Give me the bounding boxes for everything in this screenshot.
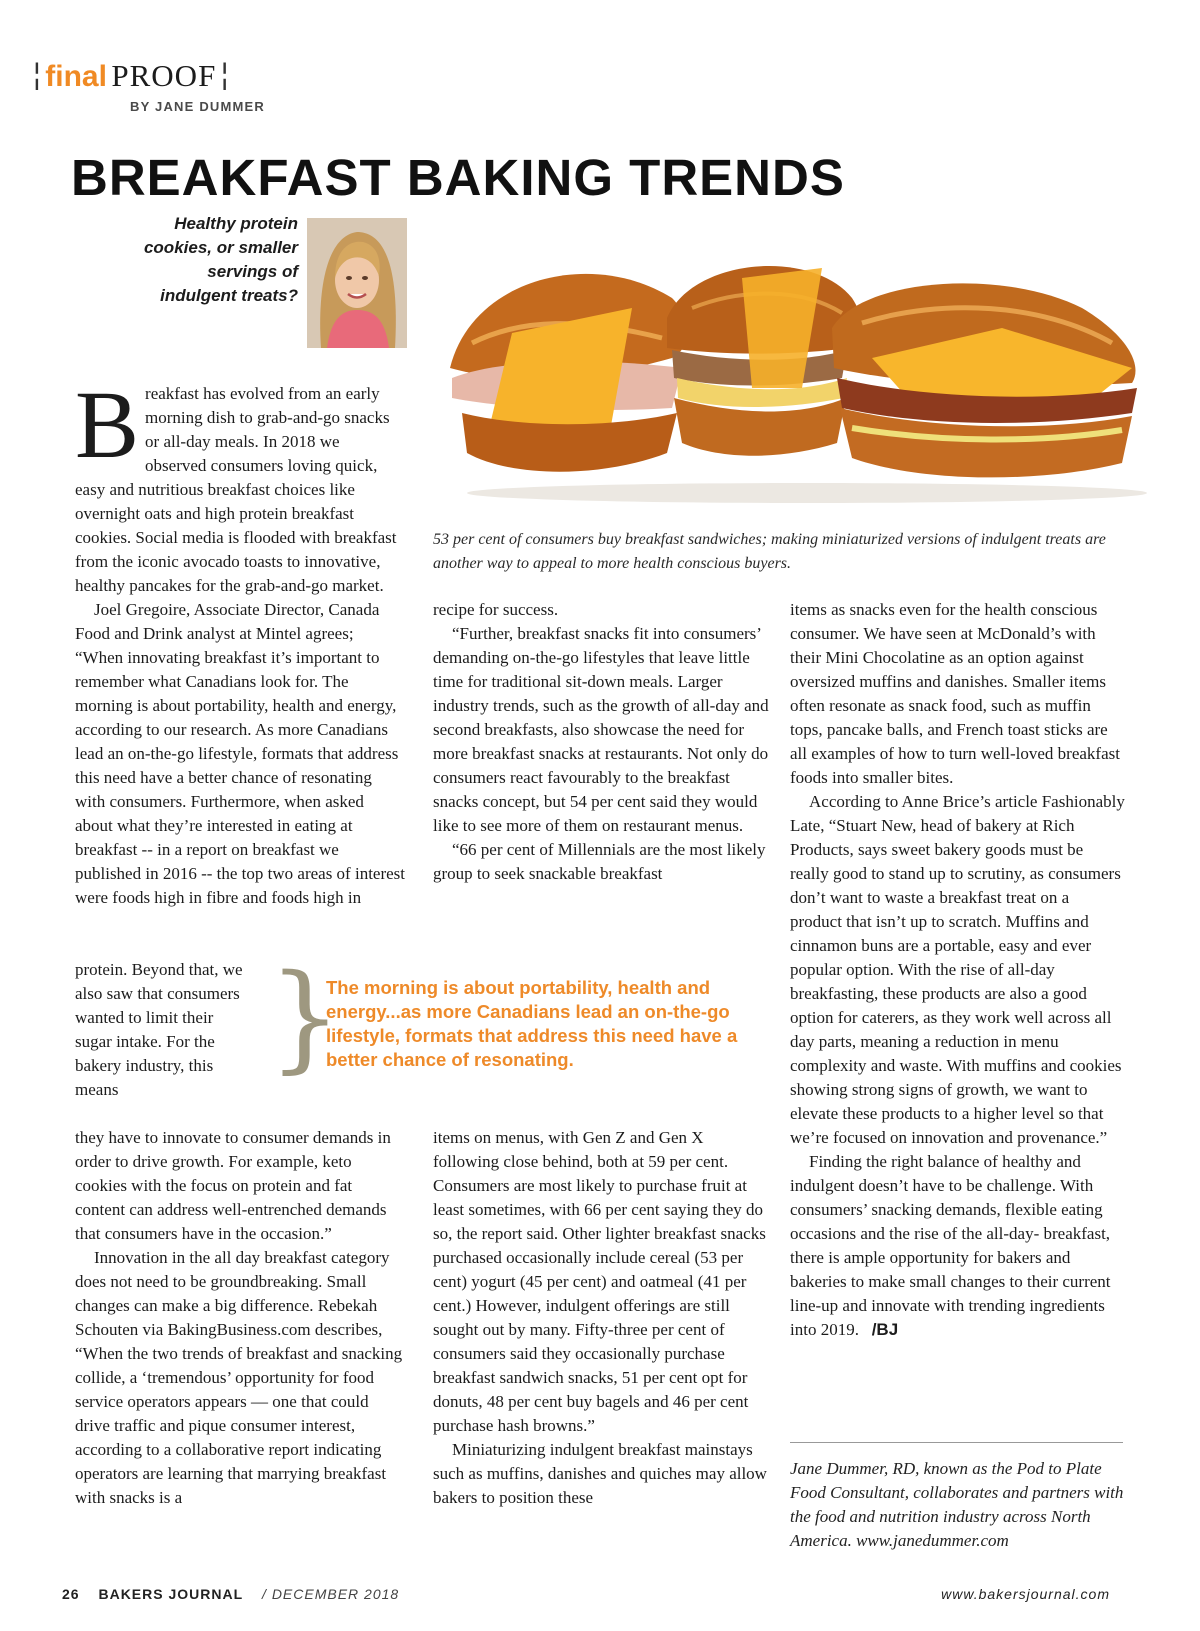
page-footer	[62, 1586, 399, 1602]
article-paragraph: Innovation in the all day breakfast category does not need to be groundbreaking. Small changes can make a big difference. Rebekah Schouten via BakingBusiness.com describes, “When the two trends of breakfast and snacking collide, a ‘tremendous’ opportunity for food service operators appears — one that could drive traffic and pique consumer interest, according to a collaborative report indicating operators are learning that marrying breakfast with snacks is a	[75, 1248, 403, 1507]
article-paragraph: items as snacks even for the health conscious consumer. We have seen at McDonald’s with their Mini Chocolatine as an option against oversized muffins and danishes. Smaller items often resonate as snack food, such as muffin tops, pancake balls, and French toast sticks are all examples of how to turn well-loved breakfast foods into smaller bites.	[790, 600, 1120, 787]
section-label-final: final	[45, 60, 107, 93]
header-divider: ¦	[33, 58, 41, 91]
article-column-1-continued	[75, 1126, 405, 1510]
article-paragraph: According to Anne Brice’s article Fashionably Late, “Stuart New, head of bakery at Rich Products, says sweet bakery goods must be really good to stand up to scrutiny, as consumers don’t want to waste a breakfast treat on a product that isn’t up to scratch. Muffins and cinnamon buns are a portable, easy and ever popular option. With the rise of all-day breakfasting, these products are also a good option for caterers, as they work well across all day parts, meaning a reduction in menu complexity and waste. With muffins and cookies showing strong signs of growth, we want to elevate these products to a higher level so that we’re focused on innovation and provenance.”	[790, 792, 1125, 1147]
author-photo-illustration	[307, 218, 407, 348]
article-column-2	[433, 598, 771, 886]
paragraph-text: Finding the right balance of healthy and indulgent doesn’t have to be challenge. With consumers’ snacking demands, flexible eating occasions and the rise of the all-day- breakfast, there is ample opportunity for bakers and bakeries to make small changes to their current line-up and innovate with trending ingredients into 2019.	[790, 1152, 1111, 1339]
drop-cap: B	[75, 371, 140, 478]
article-paragraph: “66 per cent of Millennials are the most likely group to seek snackable breakfast	[433, 840, 766, 883]
publication-name: BAKERS JOURNAL	[98, 1586, 244, 1602]
header-divider: ¦	[220, 58, 229, 91]
article-dek: Healthy protein cookies, or smaller servings of indulgent treats?	[143, 214, 298, 305]
article-paragraph: Miniaturizing indulgent breakfast mainstays such as muffins, danishes and quiches may allow bakers to position these	[433, 1440, 767, 1507]
website-link[interactable]: www.bakersjournal.com	[941, 1586, 1110, 1602]
article-paragraph: they have to innovate to consumer demands in order to drive growth. For example, keto cookies with the focus on protein and fat content can address well-entrenched demands that consumers have in the occasion.”	[75, 1128, 391, 1243]
article-paragraph	[75, 371, 405, 598]
author-photo	[307, 218, 407, 348]
photo-caption: 53 per cent of consumers buy breakfast sandwiches; making miniaturized versions of indulgent treats are another way to appeal to more health conscious buyers.	[433, 531, 1106, 572]
breakfast-sandwiches-photo	[442, 238, 1172, 506]
article-column-3	[790, 598, 1125, 1342]
author-bio: Jane Dummer, RD, known as the Pod to Plate Food Consultant, collaborates and partners with the food and nutrition industry across North America. www.janedummer.com	[790, 1459, 1124, 1550]
article-paragraph: protein. Beyond that, we also saw that consumers wanted to limit their sugar intake. For the bakery industry, this means	[75, 960, 243, 1099]
paragraph-text: reakfast has evolved from an early morning dish to grab-and-go snacks or all-day meals. In 2018 we observed consumers loving quick, easy and nutritious breakfast choices like overnight oats and high protein breakfast cookies. Social media is flooded with breakfast from the iconic avocado toasts to innovative, healthy pancakes for the grab-and-go market.	[75, 384, 397, 595]
article-title: BREAKFAST BAKING TRENDS	[71, 149, 845, 206]
section-header	[33, 58, 229, 94]
section-label-proof: PROOF	[111, 58, 217, 93]
article-paragraph: recipe for success.	[433, 600, 559, 619]
article-column-1	[75, 371, 406, 910]
page-number: 26	[62, 1586, 80, 1602]
article-column-2-continued	[433, 1126, 771, 1510]
breakfast-sandwiches-illustration	[442, 238, 1172, 506]
article-paragraph: Joel Gregoire, Associate Director, Canada Food and Drink analyst at Mintel agrees; “When innovating breakfast it’s important to remember what Canadians look for. The morning is about portability, health and energy, according to our research. As more Canadians lead an on-the-go lifestyle, formats that address this need have a better chance of resonating with consumers. Furthermore, when asked about what they’re interested in eating at breakfast -- in a report on breakfast we published in 2016 -- the top two areas of interest were foods high in fibre and foods high in	[75, 600, 406, 907]
article-paragraph: “Further, breakfast snacks fit into consumers’ demanding on-the-go lifestyles that leave little time for traditional sit-down meals. Larger industry trends, such as the growth of all-day and second breakfasts, also showcase the need for more breakfast snacks at restaurants. Not only do consumers react favourably to the breakfast snacks concept, but 54 per cent said they would like to see more of them on restaurant menus.	[433, 624, 769, 835]
pull-quote-brace-icon: }	[268, 950, 342, 1085]
byline: BY JANE DUMMER	[130, 99, 266, 114]
article-paragraph: items on menus, with Gen Z and Gen X following close behind, both at 59 per cent. Consumers are most likely to purchase fruit at least sometimes, with 66 per cent saying they do so, the report said. Other lighter breakfast snacks purchased occasionally include cereal (53 per cent) yogurt (45 per cent) and oatmeal (41 per cent.) However, indulgent offerings are still sought out by many. Fifty-three per cent of consumers said they occasionally purchase breakfast sandwich snacks, 51 per cent opt for donuts, 48 per cent buy bagels and 46 per cent purchase hash browns.”	[433, 1128, 766, 1435]
article-paragraph	[790, 1150, 1125, 1342]
article-column-1-narrow	[75, 958, 245, 1102]
issue-date: / DECEMBER 2018	[262, 1586, 400, 1602]
bio-divider	[790, 1442, 1123, 1443]
pull-quote: The morning is about portability, health and energy...as more Canadians lead an on-the-go lifestyle, formats that address this need have a better chance of resonating.	[326, 977, 738, 1070]
signoff-mark: /BJ	[871, 1320, 899, 1339]
